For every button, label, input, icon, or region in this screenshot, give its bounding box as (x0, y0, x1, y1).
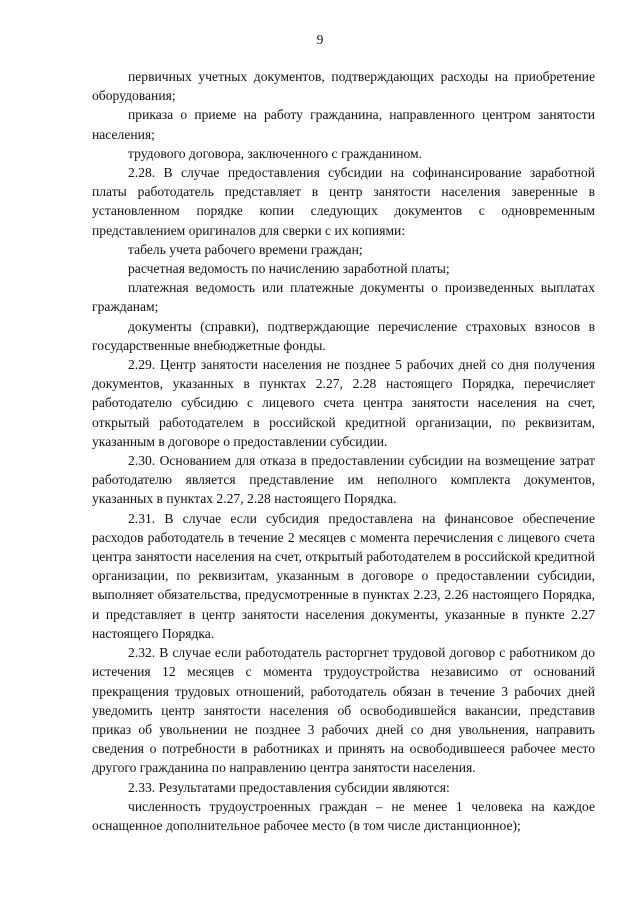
paragraph: 2.29. Центр занятости населения не позднее 5 рабочих дней со дня получения документов, указанных в пунктах 2.27, 2.28 настоящего Порядка, перечисляет работодателю субсидию с лицевого счета центра занятости населения на счет, открытый работодателем в российской кредитной организации, по реквизитам, указанным в договоре о предоставлении субсидии. (92, 357, 595, 449)
paragraph: 2.28. В случае предоставления субсидии на софинансирование заработной платы работодатель представляет в центр занятости населения заверенные в установленном порядке копии следующих документов с одновременным представлением оригиналов для сверки с их копиями: (92, 165, 595, 238)
paragraph: 2.33. Результатами предоставления субсидии являются: (128, 779, 450, 795)
document-body (92, 67, 595, 835)
paragraph: приказа о приеме на работу гражданина, направленного центром занятости населения; (92, 107, 595, 142)
paragraph: 2.32. В случае если работодатель расторгнет трудовой договор с работником до истечения 12 месяцев с момента трудоустройства независимо от оснований прекращения трудовых отношений, работодатель обязан в течение 3 рабочих дней уведомить центр занятости населения об освободившейся вакансии, представив приказ об увольнении не позднее 3 рабочих дней со дня увольнения, направить сведения о потребности в работниках и принять на освободившееся рабочее место другого гражданина по направлению центра занятости населения. (92, 645, 595, 776)
paragraph: документы (справки), подтверждающие перечисление страховых взносов в государственные внебюджетные фонды. (92, 318, 595, 353)
paragraph: численность трудоустроенных граждан – не менее 1 человека на каждое оснащенное дополнительное рабочее место (в том числе дистанционное); (92, 798, 595, 833)
paragraph: платежная ведомость или платежные документы о произведенных выплатах гражданам; (92, 280, 595, 315)
paragraph: расчетная ведомость по начислению заработной платы; (128, 261, 450, 277)
page-number: 9 (316, 32, 324, 47)
paragraph: трудового договора, заключенного с гражданином. (128, 145, 423, 161)
paragraph: 2.31. В случае если субсидия предоставлена на финансовое обеспечение расходов работодатель в течение 2 месяцев с момента перечисления с лицевого счета центра занятости населения на счет, открытый работодателем в российской кредитной организации, по реквизитам, указанным в договоре о предоставлении субсидии, выполняет обязательства, предусмотренные в пунктах 2.23, 2.26 настоящего Порядка, и представляет в центр занятости населения документы, указанные в пункте 2.27 настоящего Порядка. (92, 510, 595, 641)
paragraph: табель учета рабочего времени граждан; (128, 241, 363, 257)
paragraph: 2.30. Основанием для отказа в предоставлении субсидии на возмещение затрат работодателю является представление им неполного комплекта документов, указанных в пунктах 2.27, 2.28 настоящего Порядка. (92, 453, 595, 507)
paragraph: первичных учетных документов, подтверждающих расходы на приобретение оборудования; (92, 69, 595, 104)
